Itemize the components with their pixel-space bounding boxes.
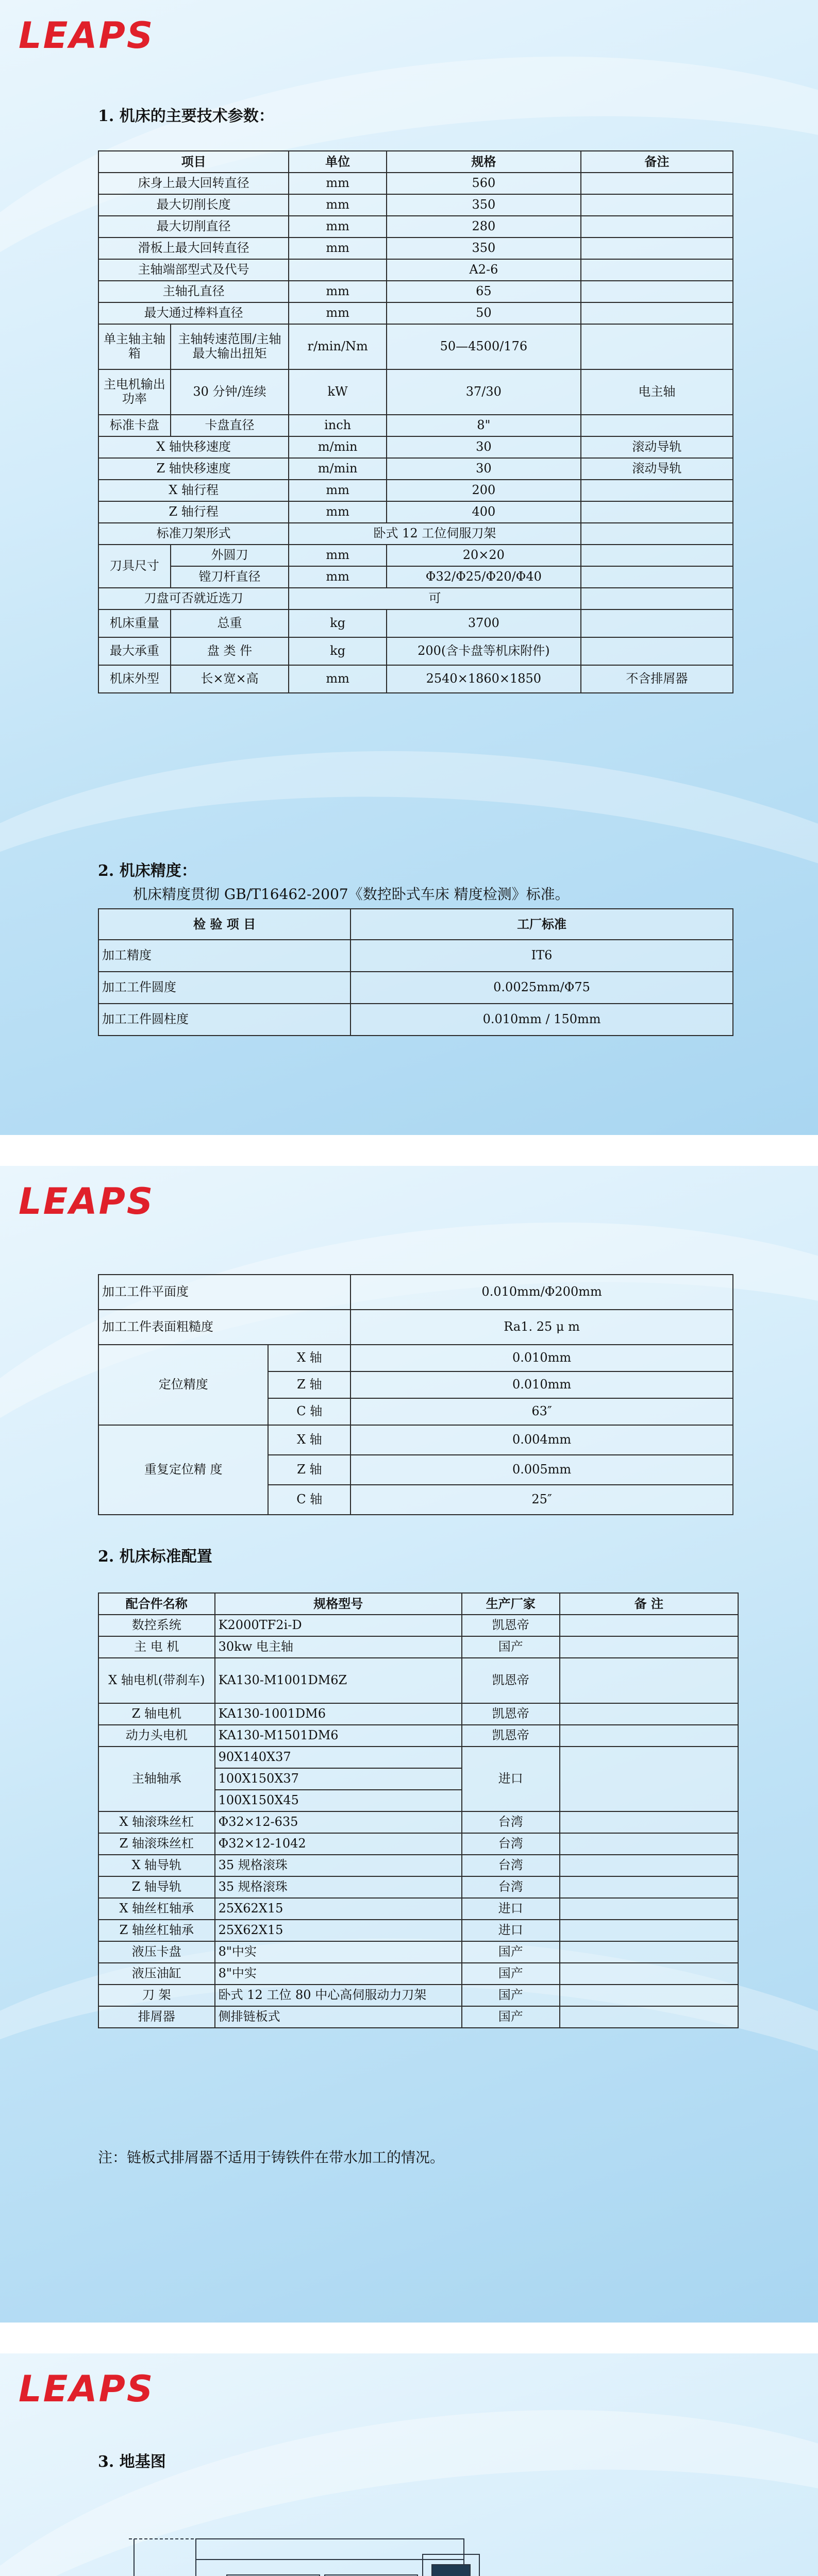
table-row	[98, 637, 733, 665]
motor-spec: 37/30	[387, 369, 581, 415]
config-name: X 轴导轨	[98, 1855, 215, 1876]
spec-header-item: 项目	[98, 151, 289, 173]
weight-sub: 总重	[171, 609, 289, 637]
row-unit: mm	[289, 302, 387, 324]
table-row	[98, 1876, 738, 1898]
table-row	[98, 972, 733, 1004]
table-row	[98, 1920, 738, 1941]
config-maker: 国产	[462, 1941, 560, 1963]
spec-table	[98, 150, 733, 693]
row-spec: 65	[387, 281, 581, 302]
config-name: X 轴电机(带刹车)	[98, 1658, 215, 1703]
weight-unit: kg	[289, 609, 387, 637]
row-note	[581, 501, 733, 523]
config-name: 主 电 机	[98, 1636, 215, 1658]
row-unit: mm	[289, 216, 387, 238]
config-note	[560, 1615, 738, 1636]
brand-logo: LEAPS	[19, 1180, 155, 1223]
config-header-row	[98, 1593, 738, 1615]
empty-cell	[581, 588, 733, 609]
table-row	[98, 1811, 738, 1833]
config-note	[560, 2006, 738, 2028]
empty-cell	[581, 523, 733, 545]
table-row	[98, 501, 733, 523]
axis-label: Z 轴	[268, 1455, 350, 1485]
spindle-spec: 50—4500/176	[387, 324, 581, 369]
row-spec: 30	[387, 458, 581, 480]
accuracy-value: Ra1. 25 μ m	[350, 1310, 733, 1345]
config-header-model: 规格型号	[215, 1593, 462, 1615]
motor-unit: kW	[289, 369, 387, 415]
table-row	[98, 1941, 738, 1963]
config-model: 8"中实	[215, 1963, 462, 1985]
row-note	[581, 173, 733, 194]
row-note	[581, 194, 733, 216]
table-row	[98, 609, 733, 637]
config-name: 刀 架	[98, 1985, 215, 2006]
axis-value: 0.005mm	[350, 1455, 733, 1485]
row-note	[581, 216, 733, 238]
axis-value: 63″	[350, 1398, 733, 1425]
config-note	[560, 1658, 738, 1703]
weight-spec: 3700	[387, 609, 581, 637]
table-row	[98, 2006, 738, 2028]
tool-boring-unit: mm	[289, 566, 387, 588]
tool-outer-unit: mm	[289, 545, 387, 566]
config-model: Φ32×12-1042	[215, 1833, 462, 1855]
table-row	[98, 1985, 738, 2006]
config-note	[560, 1876, 738, 1898]
config-maker: 台湾	[462, 1855, 560, 1876]
config-header-name: 配合件名称	[98, 1593, 215, 1615]
empty-cell	[581, 415, 733, 436]
table-row	[98, 238, 733, 259]
brand-logo: LEAPS	[19, 2368, 155, 2410]
machine-enclosure	[196, 2539, 464, 2576]
motor-note: 电主轴	[581, 369, 733, 415]
turret-spec: 卧式 12 工位伺服刀架	[289, 523, 580, 545]
axis-label: Z 轴	[268, 1371, 350, 1398]
axis-value: 0.010mm	[350, 1371, 733, 1398]
table-row	[98, 523, 733, 545]
table-row	[98, 566, 733, 588]
table-row	[98, 1963, 738, 1985]
row-item: 床身上最大回转直径	[98, 173, 289, 194]
config-name: Z 轴丝杠轴承	[98, 1920, 215, 1941]
config-model: KA130-M1501DM6	[215, 1725, 462, 1747]
row-note: 滚动导轨	[581, 436, 733, 458]
repeat-group: 重复定位精 度	[98, 1425, 268, 1515]
accuracy-value: 0.010mm / 150mm	[350, 1004, 733, 1036]
row-unit: mm	[289, 281, 387, 302]
row-item: Z 轴快移速度	[98, 458, 289, 480]
chuck-spec: 8"	[387, 415, 581, 436]
brand-logo: LEAPS	[19, 14, 155, 57]
config-name: 数控系统	[98, 1615, 215, 1636]
config-maker: 进口	[462, 1920, 560, 1941]
config-name: X 轴丝杠轴承	[98, 1898, 215, 1920]
accuracy-item: 加工工件圆度	[98, 972, 350, 1004]
config-model: 8"中实	[215, 1941, 462, 1963]
bearing-model: 100X150X37	[215, 1768, 462, 1790]
spindle-group: 单主轴主轴箱	[98, 324, 171, 369]
config-note	[560, 1703, 738, 1725]
config-note	[560, 1920, 738, 1941]
row-spec: 50	[387, 302, 581, 324]
row-item: 主轴端部型式及代号	[98, 259, 289, 281]
page-gap	[0, 1135, 818, 1166]
config-table	[98, 1592, 739, 2028]
row-unit	[289, 259, 387, 281]
config-footnote: 注：链板式排屑器不适用于铸铁件在带水加工的情况。	[98, 2149, 445, 2166]
page-3	[0, 2353, 818, 2576]
table-row	[98, 369, 733, 415]
accuracy-table	[98, 908, 733, 1036]
page-2	[0, 1166, 818, 2323]
config-note	[560, 1855, 738, 1876]
table-row	[98, 1310, 733, 1345]
row-note	[581, 302, 733, 324]
config-model: KA130-M1001DM6Z	[215, 1658, 462, 1703]
row-item: 最大切削直径	[98, 216, 289, 238]
config-section-title: 2. 机床标准配置	[98, 1548, 212, 1566]
table-row	[98, 1004, 733, 1036]
table-row	[98, 1615, 738, 1636]
spindle-label: 主轴转速范围/主轴最大输出扭矩	[171, 324, 289, 369]
config-maker: 台湾	[462, 1833, 560, 1855]
size-note: 不含排屑器	[581, 665, 733, 693]
table-row	[98, 281, 733, 302]
config-note	[560, 1985, 738, 2006]
axis-label: C 轴	[268, 1398, 350, 1425]
motor-label: 30 分钟/连续	[171, 369, 289, 415]
empty-cell	[581, 566, 733, 588]
row-unit: mm	[289, 480, 387, 501]
axis-label: X 轴	[268, 1425, 350, 1455]
table-row	[98, 302, 733, 324]
load-label: 最大承重	[98, 637, 171, 665]
bearing-model: 100X150X45	[215, 1790, 462, 1811]
row-spec: 30	[387, 436, 581, 458]
config-note	[560, 1941, 738, 1963]
empty-cell	[560, 1747, 738, 1811]
config-model: KA130-1001DM6	[215, 1703, 462, 1725]
row-spec: 400	[387, 501, 581, 523]
row-unit: m/min	[289, 436, 387, 458]
tool-outer: 外圆刀	[171, 545, 289, 566]
accuracy-item: 加工工件表面粗糙度	[98, 1310, 350, 1345]
config-name: Z 轴滚珠丝杠	[98, 1833, 215, 1855]
axis-value: 25″	[350, 1485, 733, 1515]
table-row	[98, 1703, 738, 1725]
row-note	[581, 238, 733, 259]
table-row	[98, 1833, 738, 1855]
config-maker: 国产	[462, 1963, 560, 1985]
config-model: 35 规格滚珠	[215, 1876, 462, 1898]
tool-group: 刀具尺寸	[98, 545, 171, 588]
tool-boring: 镗刀杆直径	[171, 566, 289, 588]
config-maker: 国产	[462, 2006, 560, 2028]
config-maker: 凯恩帝	[462, 1615, 560, 1636]
table-row	[98, 259, 733, 281]
accuracy-value: 0.0025mm/Φ75	[350, 972, 733, 1004]
row-spec: 350	[387, 194, 581, 216]
accuracy-item: 加工精度	[98, 940, 350, 972]
nearest-label: 刀盘可否就近选刀	[98, 588, 289, 609]
config-header-note: 备 注	[560, 1593, 738, 1615]
tool-boring-spec: Φ32/Φ25/Φ20/Φ40	[387, 566, 581, 588]
accuracy-header-standard: 工厂标准	[350, 909, 733, 940]
control-screen	[432, 2565, 470, 2576]
axis-label: C 轴	[268, 1485, 350, 1515]
page-1	[0, 0, 818, 1135]
size-sub: 长×宽×高	[171, 665, 289, 693]
row-item: X 轴行程	[98, 480, 289, 501]
table-row	[98, 194, 733, 216]
table-row	[98, 940, 733, 972]
row-unit: m/min	[289, 458, 387, 480]
row-spec: 280	[387, 216, 581, 238]
accuracy-item: 加工工件平面度	[98, 1275, 350, 1310]
row-note	[581, 259, 733, 281]
config-model: 30kw 电主轴	[215, 1636, 462, 1658]
config-maker: 国产	[462, 1636, 560, 1658]
load-spec: 200(含卡盘等机床附件)	[387, 637, 581, 665]
table-row	[98, 1898, 738, 1920]
table-row	[98, 665, 733, 693]
table-row	[98, 173, 733, 194]
accuracy-header-row	[98, 909, 733, 940]
spec-header-unit: 单位	[289, 151, 387, 173]
row-spec: A2-6	[387, 259, 581, 281]
row-unit: mm	[289, 238, 387, 259]
table-row	[98, 458, 733, 480]
config-maker: 进口	[462, 1898, 560, 1920]
table-row	[98, 1747, 738, 1768]
config-model: 35 规格滚珠	[215, 1855, 462, 1876]
table-row	[98, 1275, 733, 1310]
row-spec: 350	[387, 238, 581, 259]
config-maker: 台湾	[462, 1876, 560, 1898]
config-model: 卧式 12 工位 80 中心高伺服动力刀架	[215, 1985, 462, 2006]
row-unit: mm	[289, 501, 387, 523]
spec-header-note: 备注	[581, 151, 733, 173]
config-maker: 凯恩帝	[462, 1703, 560, 1725]
table-row	[98, 436, 733, 458]
config-note	[560, 1636, 738, 1658]
table-row	[98, 588, 733, 609]
row-item: 最大切削长度	[98, 194, 289, 216]
config-maker: 凯恩帝	[462, 1658, 560, 1703]
accuracy-title: 2. 机床精度：	[98, 862, 197, 880]
config-name: Z 轴导轨	[98, 1876, 215, 1898]
motor-group: 主电机输出功率	[98, 369, 171, 415]
config-maker: 国产	[462, 1985, 560, 2006]
config-name: Z 轴电机	[98, 1703, 215, 1725]
config-name: 排屑器	[98, 2006, 215, 2028]
table-row	[98, 216, 733, 238]
foundation-section-title: 3. 地基图	[98, 2453, 166, 2471]
accuracy-note: 机床精度贯彻 GB/T16462-2007《数控卧式车床 精度检测》标准。	[133, 886, 570, 903]
row-item: 主轴孔直径	[98, 281, 289, 302]
bearing-maker: 进口	[462, 1747, 560, 1811]
axis-value: 0.010mm	[350, 1345, 733, 1371]
empty-cell	[581, 609, 733, 637]
config-note	[560, 1963, 738, 1985]
positioning-group: 定位精度	[98, 1345, 268, 1425]
load-unit: kg	[289, 637, 387, 665]
turret-label: 标准刀架形式	[98, 523, 289, 545]
empty-cell	[581, 637, 733, 665]
foundation-front-view	[72, 2477, 742, 2576]
empty-cell	[581, 545, 733, 566]
row-note	[581, 480, 733, 501]
bearing-name: 主轴轴承	[98, 1747, 215, 1811]
table-row	[98, 1345, 733, 1371]
row-item: X 轴快移速度	[98, 436, 289, 458]
tool-outer-spec: 20×20	[387, 545, 581, 566]
table-row	[98, 1855, 738, 1876]
spec-header-row	[98, 151, 733, 173]
size-unit: mm	[289, 665, 387, 693]
config-model: 侧排链板式	[215, 2006, 462, 2028]
config-name: X 轴滚珠丝杠	[98, 1811, 215, 1833]
spindle-unit: r/min/Nm	[289, 324, 387, 369]
accuracy-value: 0.010mm/Φ200mm	[350, 1275, 733, 1310]
config-maker: 凯恩帝	[462, 1725, 560, 1747]
table-row	[98, 1725, 738, 1747]
top-cover	[196, 2539, 464, 2560]
table-row	[98, 1658, 738, 1703]
config-maker: 台湾	[462, 1811, 560, 1833]
table-row	[98, 324, 733, 369]
config-name: 动力头电机	[98, 1725, 215, 1747]
chuck-group: 标准卡盘	[98, 415, 171, 436]
axis-label: X 轴	[268, 1345, 350, 1371]
config-model: K2000TF2i-D	[215, 1615, 462, 1636]
chuck-label: 卡盘直径	[171, 415, 289, 436]
table-row	[98, 415, 733, 436]
bearing-model: 90X140X37	[215, 1747, 462, 1768]
page-gap	[0, 2323, 818, 2353]
nearest-spec: 可	[289, 588, 580, 609]
row-spec: 560	[387, 173, 581, 194]
load-sub: 盘 类 件	[171, 637, 289, 665]
accuracy-item: 加工工件圆柱度	[98, 1004, 350, 1036]
row-unit: mm	[289, 194, 387, 216]
config-header-maker: 生产厂家	[462, 1593, 560, 1615]
row-unit: mm	[289, 173, 387, 194]
chuck-unit: inch	[289, 415, 387, 436]
row-item: Z 轴行程	[98, 501, 289, 523]
config-model: 25X62X15	[215, 1920, 462, 1941]
accuracy-header-item: 检 验 项 目	[98, 909, 350, 940]
config-note	[560, 1725, 738, 1747]
accuracy-table-continued	[98, 1274, 733, 1515]
row-item: 滑板上最大回转直径	[98, 238, 289, 259]
config-name: 液压卡盘	[98, 1941, 215, 1963]
axis-value: 0.004mm	[350, 1425, 733, 1455]
table-row	[98, 1425, 733, 1455]
config-name: 液压油缸	[98, 1963, 215, 1985]
accuracy-value: IT6	[350, 940, 733, 972]
size-spec: 2540×1860×1850	[387, 665, 581, 693]
spec-section-title: 1. 机床的主要技术参数：	[98, 107, 274, 125]
table-row	[98, 480, 733, 501]
row-item: 最大通过棒料直径	[98, 302, 289, 324]
table-row	[98, 545, 733, 566]
size-label: 机床外型	[98, 665, 171, 693]
weight-label: 机床重量	[98, 609, 171, 637]
row-spec: 200	[387, 480, 581, 501]
config-note	[560, 1898, 738, 1920]
empty-cell	[581, 324, 733, 369]
config-note	[560, 1811, 738, 1833]
config-model: Φ32×12-635	[215, 1811, 462, 1833]
config-note	[560, 1833, 738, 1855]
row-note	[581, 281, 733, 302]
spec-header-spec: 规格	[387, 151, 581, 173]
row-note: 滚动导轨	[581, 458, 733, 480]
config-model: 25X62X15	[215, 1898, 462, 1920]
table-row	[98, 1636, 738, 1658]
